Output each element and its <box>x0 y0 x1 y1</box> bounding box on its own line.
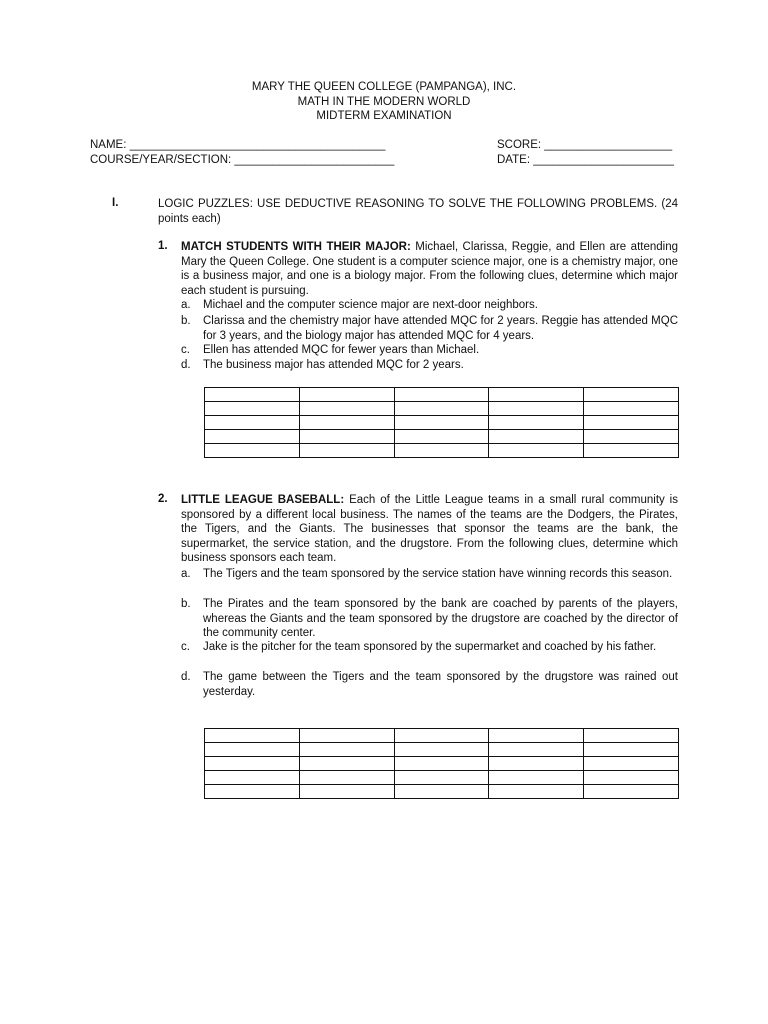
grid-cell[interactable] <box>394 729 489 743</box>
grid-cell[interactable] <box>205 416 300 430</box>
clue <box>181 640 678 655</box>
clue-text: Michael and the computer science major are next-door neighbors. <box>203 299 538 311</box>
grid-cell[interactable] <box>205 757 300 771</box>
problem-statement <box>181 493 678 566</box>
grid-cell[interactable] <box>299 743 394 757</box>
grid-cell[interactable] <box>584 743 679 757</box>
grid-cell[interactable] <box>584 388 679 402</box>
grid-cell[interactable] <box>394 743 489 757</box>
grid-cell[interactable] <box>394 430 489 444</box>
grid-cell[interactable] <box>394 402 489 416</box>
grid-row <box>205 416 679 430</box>
grid-cell[interactable] <box>584 402 679 416</box>
name-field[interactable]: NAME: ________________________________________ <box>90 139 386 151</box>
problem-number: 2. <box>158 493 168 505</box>
grid-cell[interactable] <box>584 430 679 444</box>
grid-cell[interactable] <box>394 757 489 771</box>
grid-row <box>205 771 679 785</box>
grid-cell[interactable] <box>489 388 584 402</box>
exam-title: MIDTERM EXAMINATION <box>316 110 452 122</box>
grid-row <box>205 430 679 444</box>
clue-letter: d. <box>181 671 191 683</box>
grid-cell[interactable] <box>584 771 679 785</box>
grid-row <box>205 402 679 416</box>
grid-cell[interactable] <box>584 785 679 799</box>
grid-cell[interactable] <box>584 444 679 458</box>
clue-text: The Tigers and the team sponsored by the service station have winning records this season. <box>203 568 673 580</box>
clue <box>181 298 678 313</box>
grid-cell[interactable] <box>489 785 584 799</box>
grid-cell[interactable] <box>299 430 394 444</box>
grid-cell[interactable] <box>489 416 584 430</box>
clue-letter: b. <box>181 315 191 327</box>
clue <box>181 358 678 373</box>
clue-text: Clarissa and the chemistry major have attended MQC for 2 years. Reggie has attended MQC for 3 years, and the biology major has attended MQC for 4 years. <box>203 315 678 342</box>
grid-row <box>205 757 679 771</box>
grid-cell[interactable] <box>489 729 584 743</box>
grid-row <box>205 729 679 743</box>
grid-row <box>205 444 679 458</box>
problem-number: 1. <box>158 240 168 252</box>
clue-letter: c. <box>181 641 190 653</box>
clue-letter: a. <box>181 299 191 311</box>
grid-cell[interactable] <box>299 729 394 743</box>
grid-cell[interactable] <box>584 757 679 771</box>
grid-cell[interactable] <box>489 444 584 458</box>
course-title: MATH IN THE MODERN WORLD <box>297 96 471 108</box>
clue-text: The Pirates and the team sponsored by the bank are coached by parents of the players, whereas the Giants and the team sponsored by the drugstore are coached by the director of the community center. <box>203 598 678 639</box>
grid-cell[interactable] <box>299 771 394 785</box>
clue <box>181 567 678 582</box>
grid-row <box>205 388 679 402</box>
grid-cell[interactable] <box>299 402 394 416</box>
grid-cell[interactable] <box>299 388 394 402</box>
clue-text: Jake is the pitcher for the team sponsored by the supermarket and coached by his father. <box>203 641 657 653</box>
grid-cell[interactable] <box>205 771 300 785</box>
grid-cell[interactable] <box>205 785 300 799</box>
answer-grid <box>204 728 679 799</box>
grid-cell[interactable] <box>394 444 489 458</box>
grid-cell[interactable] <box>394 771 489 785</box>
grid-cell[interactable] <box>205 430 300 444</box>
clue-letter: a. <box>181 568 191 580</box>
clue <box>181 597 678 641</box>
grid-cell[interactable] <box>584 416 679 430</box>
grid-cell[interactable] <box>205 402 300 416</box>
grid-row <box>205 743 679 757</box>
grid-cell[interactable] <box>489 771 584 785</box>
grid-cell[interactable] <box>394 416 489 430</box>
grid-cell[interactable] <box>299 444 394 458</box>
school-name: MARY THE QUEEN COLLEGE (PAMPANGA), INC. <box>251 81 517 93</box>
section-number: I. <box>112 197 119 209</box>
grid-cell[interactable] <box>205 444 300 458</box>
clue-letter: d. <box>181 359 191 371</box>
grid-cell[interactable] <box>299 416 394 430</box>
course-section-field[interactable]: COURSE/YEAR/SECTION: _________________________ <box>90 154 395 166</box>
problem-text: Each of the Little League teams in a small rural community is sponsored by a different local business. The names of the teams are the Dodgers, the Pirates, the Tigers, and the Giants. The businesses that sponsor the teams are the bank, the supermarket, the service station, and the drugstore. From the following clues, determine which business sponsors each team. <box>181 494 678 564</box>
grid-cell[interactable] <box>205 743 300 757</box>
date-field[interactable]: DATE: ______________________ <box>497 154 674 166</box>
problem-text: Michael, Clarissa, Reggie, and Ellen are attending Mary the Queen College. One student is a computer science major, one is a chemistry major, one is a business major, and one is a biology major. From the following clues, determine which major each student is pursuing. <box>181 241 678 297</box>
clue-letter: b. <box>181 598 191 610</box>
grid-cell[interactable] <box>299 757 394 771</box>
grid-cell[interactable] <box>489 402 584 416</box>
grid-row <box>205 785 679 799</box>
score-field[interactable]: SCORE: ____________________ <box>497 139 673 151</box>
grid-cell[interactable] <box>394 785 489 799</box>
grid-cell[interactable] <box>394 388 489 402</box>
answer-grid <box>204 387 679 458</box>
clue <box>181 314 678 343</box>
clue-text: The game between the Tigers and the team sponsored by the drugstore was rained out yesterday. <box>203 671 678 698</box>
clue-text: The business major has attended MQC for 2 years. <box>203 359 464 371</box>
grid-cell[interactable] <box>299 785 394 799</box>
grid-cell[interactable] <box>205 729 300 743</box>
clue <box>181 670 678 699</box>
grid-cell[interactable] <box>489 743 584 757</box>
grid-cell[interactable] <box>205 388 300 402</box>
grid-cell[interactable] <box>489 757 584 771</box>
problem-title: MATCH STUDENTS WITH THEIR MAJOR: <box>181 241 411 253</box>
clue-text: Ellen has attended MQC for fewer years than Michael. <box>203 344 480 356</box>
clue-letter: c. <box>181 344 190 356</box>
problem-statement <box>181 240 678 298</box>
problem-title: LITTLE LEAGUE BASEBALL: <box>181 494 345 506</box>
section-heading: LOGIC PUZZLES: USE DEDUCTIVE REASONING TO SOLVE THE FOLLOWING PROBLEMS. (24 points each) <box>158 198 678 225</box>
clue <box>181 343 678 358</box>
grid-cell[interactable] <box>489 430 584 444</box>
grid-cell[interactable] <box>584 729 679 743</box>
